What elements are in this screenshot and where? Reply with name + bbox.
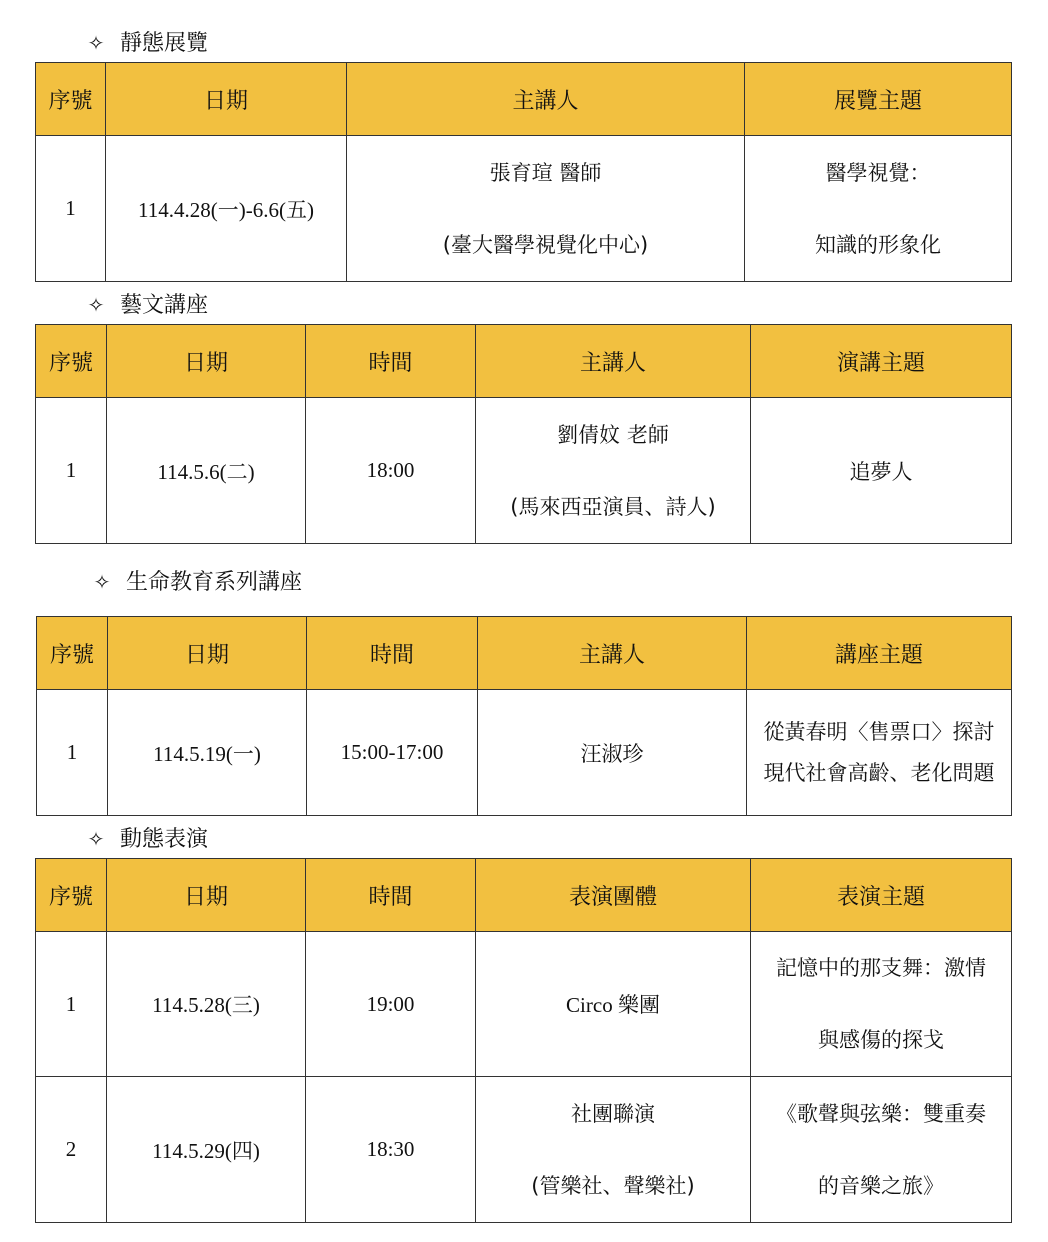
time-cell: 19:00: [306, 932, 476, 1077]
speaker-cell: [347, 136, 745, 282]
section-heading-life-education: [90, 568, 302, 597]
topic-line: 與感傷的探戈: [818, 1028, 944, 1052]
group-cell: [476, 1077, 751, 1223]
table-row: [37, 690, 1012, 816]
table-header-row: [36, 63, 1012, 136]
exhibition-table: [35, 62, 1012, 282]
star-bullet-icon: ✧: [87, 31, 105, 55]
table-header-row: [36, 859, 1012, 932]
header-cell: 表演主題: [751, 859, 1012, 932]
table-row: [36, 136, 1012, 282]
group-cell: Circo 樂團: [476, 932, 751, 1077]
group-members: (管樂社、聲樂社): [531, 1173, 695, 1198]
header-cell: 展覽主題: [745, 63, 1012, 136]
date-cell: 114.5.19(一): [108, 690, 307, 816]
topic-cell: 追夢人: [751, 398, 1012, 544]
header-cell: 序號: [37, 617, 108, 690]
header-cell: 主講人: [347, 63, 745, 136]
topic-cell: [751, 1077, 1012, 1223]
star-bullet-icon: ✧: [87, 293, 105, 317]
speaker-name: 張育瑄 醫師: [489, 160, 602, 185]
table-row: [36, 932, 1012, 1077]
header-cell: 時間: [306, 859, 476, 932]
speaker-affiliation: (馬來西亞演員、詩人): [510, 494, 716, 519]
topic-line: 記憶中的那支舞：激情: [776, 956, 986, 980]
header-cell: 日期: [106, 63, 347, 136]
header-cell: 日期: [108, 617, 307, 690]
arts-lecture-table: [35, 324, 1012, 544]
star-bullet-icon: ✧: [87, 827, 105, 851]
section-heading-performance: [84, 825, 208, 854]
time-cell: 18:00: [306, 398, 476, 544]
section-heading-exhibition: [84, 29, 208, 58]
header-cell: 序號: [36, 859, 107, 932]
time-cell: 15:00-17:00: [307, 690, 478, 816]
section-title: 生命教育系列講座: [126, 570, 303, 595]
table-row: [36, 1077, 1012, 1223]
topic-line: 醫學視覺：: [825, 160, 931, 185]
life-education-table: [36, 616, 1012, 816]
topic-cell: [751, 932, 1012, 1077]
header-cell: 序號: [36, 325, 107, 398]
header-cell: 表演團體: [476, 859, 751, 932]
date-cell: 114.5.29(四): [107, 1077, 306, 1223]
date-cell: 114.4.28(一)-6.6(五): [106, 136, 347, 282]
topic-cell: 從黃春明〈售票口〉探討現代社會高齡、老化問題: [747, 690, 1012, 816]
row-number: 1: [36, 136, 106, 282]
star-bullet-icon: ✧: [93, 570, 111, 594]
row-number: 1: [37, 690, 108, 816]
row-number: 2: [36, 1077, 107, 1223]
row-number: 1: [36, 398, 107, 544]
speaker-cell: [476, 398, 751, 544]
speaker-cell: 汪淑珍: [478, 690, 747, 816]
date-cell: 114.5.28(三): [107, 932, 306, 1077]
header-cell: 時間: [307, 617, 478, 690]
group-name: 社團聯演: [571, 1101, 655, 1126]
table-header-row: [37, 617, 1012, 690]
header-cell: 序號: [36, 63, 106, 136]
performance-table: [35, 858, 1012, 1223]
table-row: [36, 398, 1012, 544]
section-title: 藝文講座: [120, 293, 209, 318]
header-cell: 主講人: [476, 325, 751, 398]
header-cell: 時間: [306, 325, 476, 398]
section-heading-arts-lecture: [84, 291, 208, 320]
table-header-row: [36, 325, 1012, 398]
topic-line: 的音樂之旅》: [818, 1173, 944, 1198]
topic-cell: [745, 136, 1012, 282]
header-cell: 日期: [107, 859, 306, 932]
header-cell: 主講人: [478, 617, 747, 690]
header-cell: 講座主題: [747, 617, 1012, 690]
time-cell: 18:30: [306, 1077, 476, 1223]
header-cell: 演講主題: [751, 325, 1012, 398]
row-number: 1: [36, 932, 107, 1077]
speaker-name: 劉倩妏 老師: [557, 422, 669, 447]
header-cell: 日期: [107, 325, 306, 398]
speaker-affiliation: (臺大醫學視覺化中心): [442, 232, 649, 257]
topic-line: 知識的形象化: [815, 232, 941, 257]
date-cell: 114.5.6(二): [107, 398, 306, 544]
section-title: 靜態展覽: [120, 31, 209, 56]
topic-line: 《歌聲與弦樂：雙重奏: [776, 1101, 986, 1126]
section-title: 動態表演: [120, 827, 209, 852]
